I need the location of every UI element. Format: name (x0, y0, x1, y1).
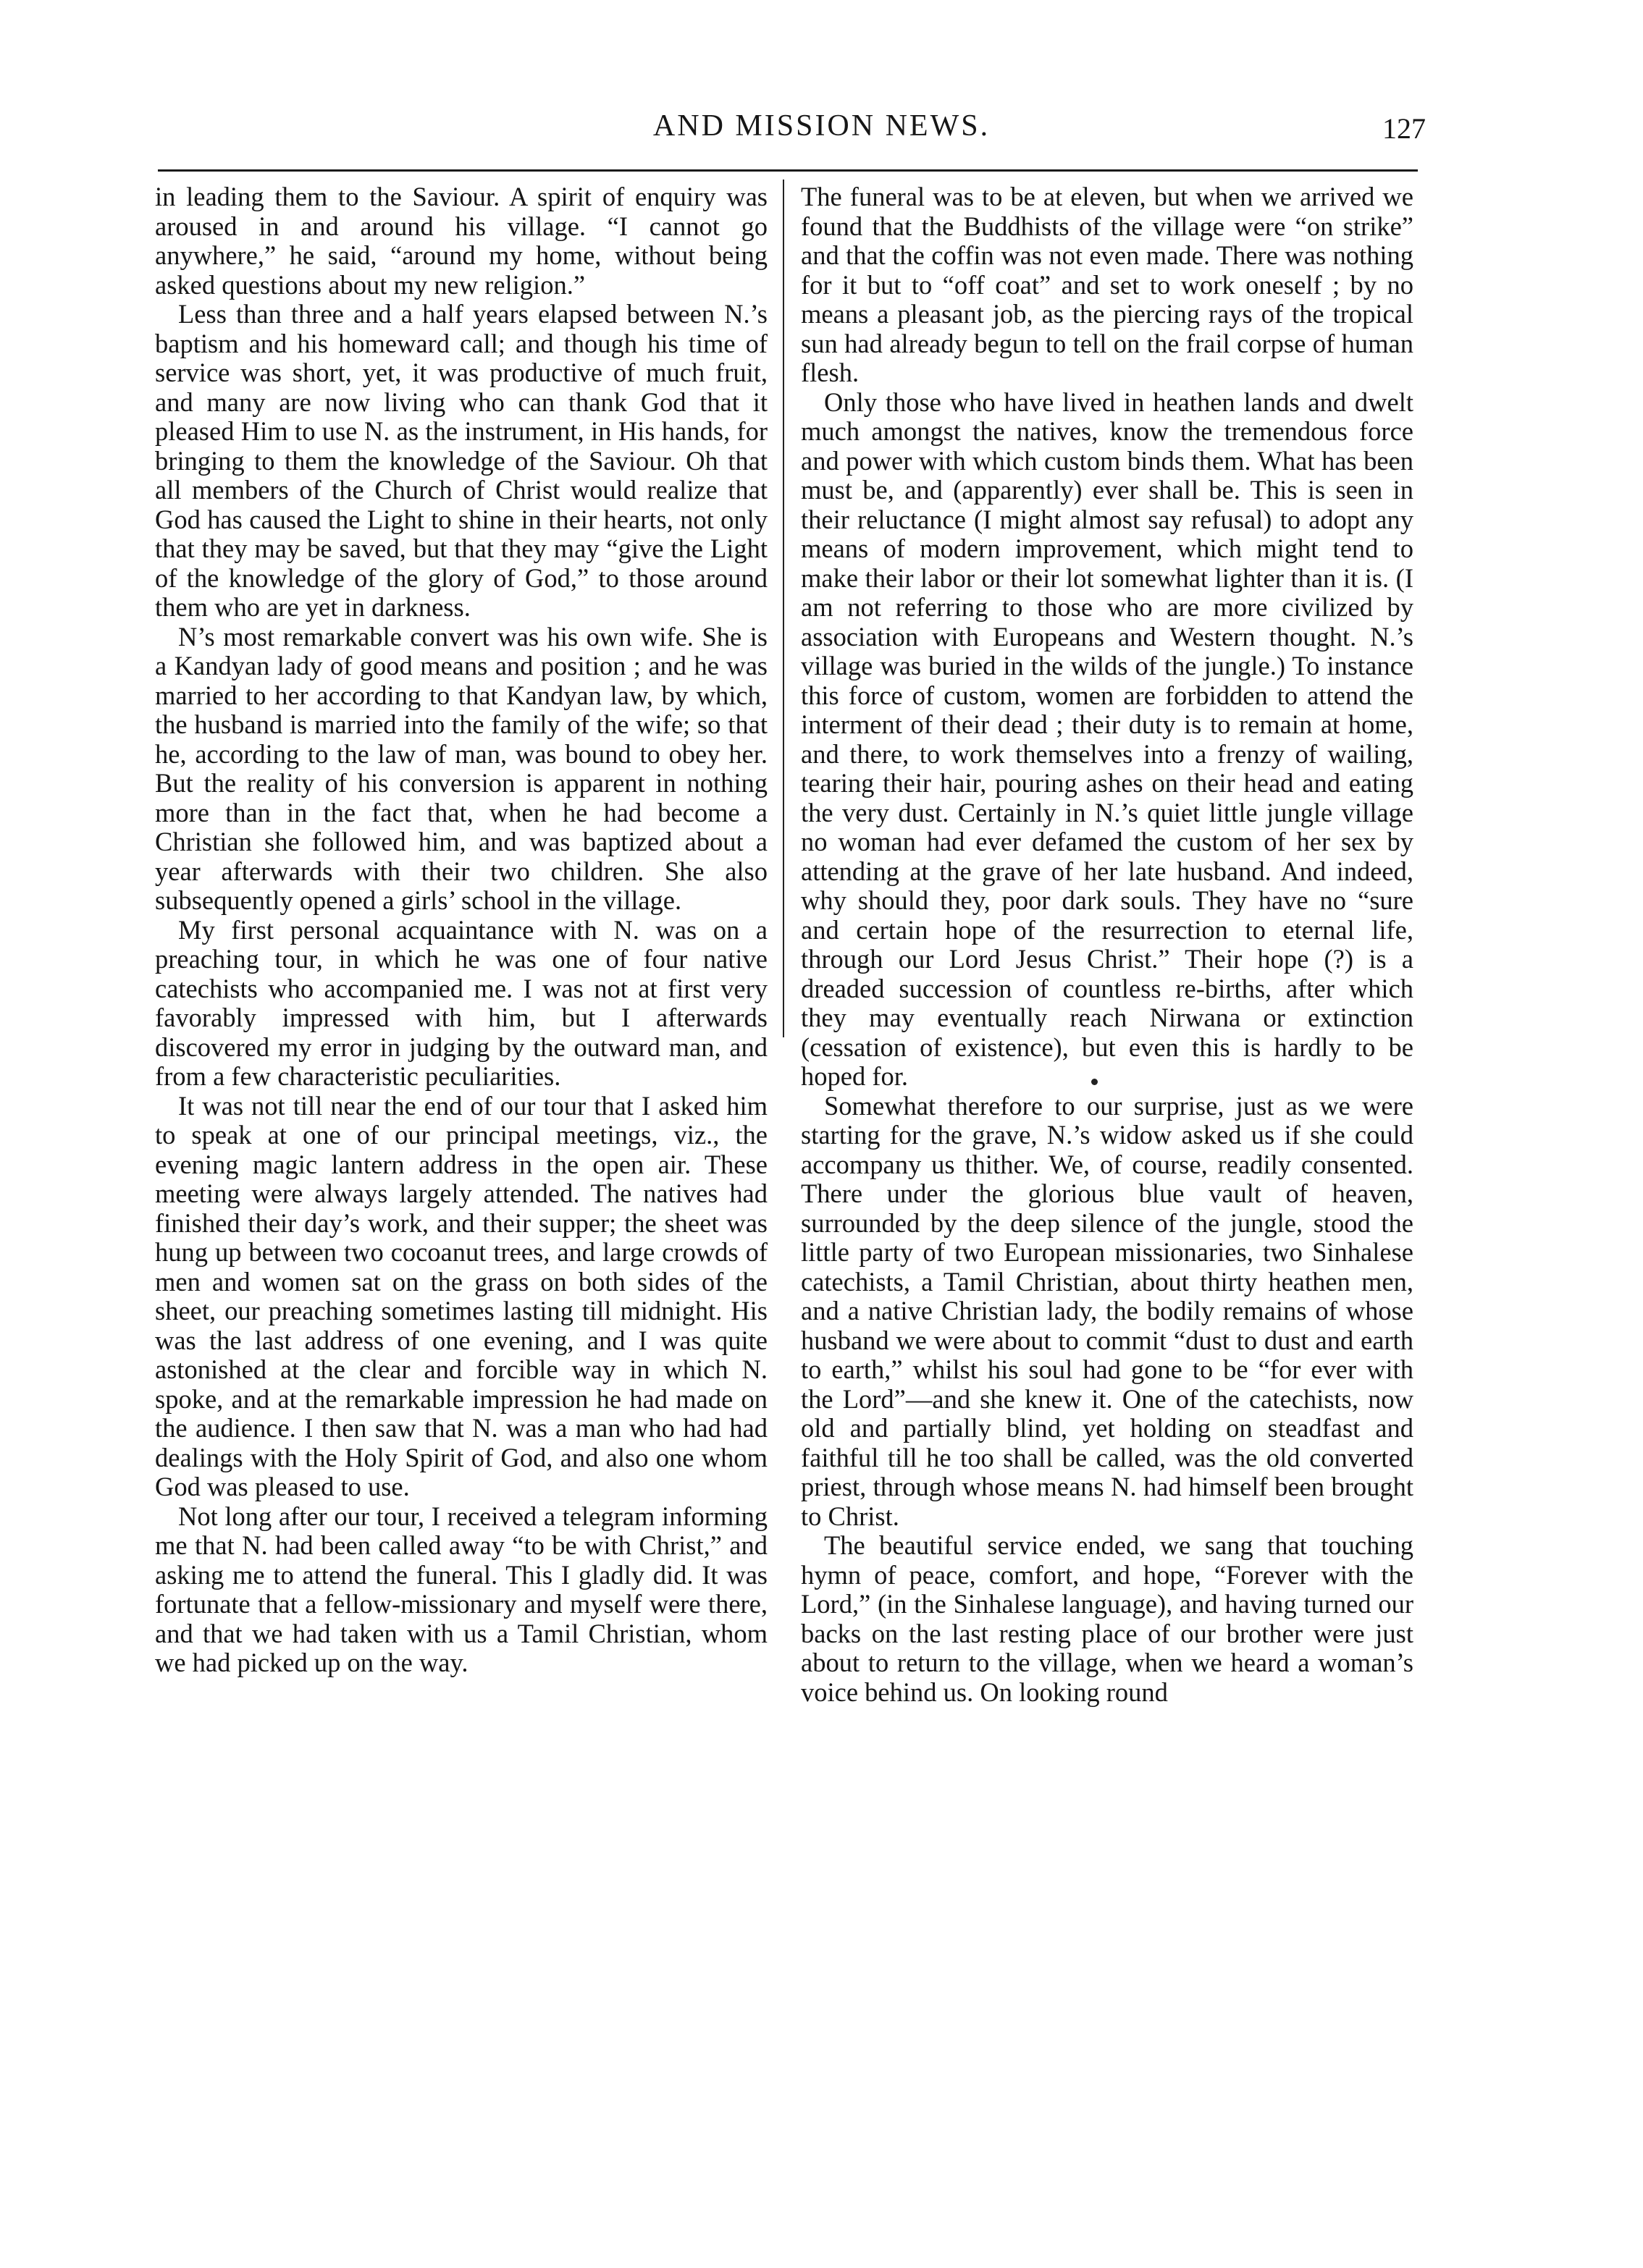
paragraph: Only those who have lived in heathen lands and dwelt much amongst the natives, know the tremendous force and power with which custom binds them. What has been must be, and (apparently) ever shall be. This is seen in their reluctance (I might almost say refusal) to adopt any means of modern improvement, which might tend to make their labor or their lot somewhat lighter than it is. (I am not referring to those who are more civilized by association with Europeans and Western thought. N.’s village was buried in the wilds of the jungle.) To instance this force of custom, women are forbidden to attend the interment of their dead ; their duty is to remain at home, and there, to work themselves into a frenzy of wailing, tearing their hair, pouring ashes on their head and eating the very dust. Certainly in N.’s quiet little jungle village no woman had ever defamed the custom of her sex by attending at the grave of her late husband. And indeed, why should they, poor dark souls. They have no “sure and certain hope of the resurrection to eternal life, through our Lord Jesus Christ.” Their hope (?) is a dreaded succession of countless re-births, after which they may eventually reach Nirwana or extinction (cessation of existence), but even this is hardly to be hoped for. (801, 387, 1413, 1091)
paragraph: Somewhat therefore to our surprise, just as we were starting for the grave, N.’s widow asked us if she could accompany us thither. We, of course, readily consented. There under the glorious blue vault of heaven, surrounded by the deep silence of the jungle, stood the little party of two European missionaries, two Sinhalese catechists, a Tamil Christian, about thirty heathen men, and a native Christian lady, the bodily remains of whose husband we were about to commit “dust to dust and earth to earth,” whilst his soul had gone to be “for ever with the Lord”—and she knew it. One of the catechists, now old and partially blind, yet holding on steadfast and faithful till he too shall be called, was the old converted priest, through whose means N. had himself been brought to Christ. (801, 1090, 1413, 1531)
paragraph: The beautiful service ended, we sang that touching hymn of peace, comfort, and hope, “Forever with the Lord,” (in the Sinhalese language), and having turned our backs on the last resting place of our brother were just about to return to the village, when we heard a woman’s voice behind us. On looking round (801, 1530, 1413, 1707)
stray-mark (1091, 1079, 1098, 1085)
paragraph: in leading them to the Saviour. A spirit of enquiry was aroused in and around his village. “I cannot go anywhere,” he said, “around my home, without being asked questions about my new religion.” (155, 182, 768, 300)
page-header (0, 109, 1643, 159)
page-number: 127 (1382, 112, 1426, 145)
paragraph: It was not till near the end of our tour that I asked him to speak at one of our principal meetings, viz., the evening magic lantern address in the open air. These meeting were always largely attended. The natives had finished their day’s work, and their supper; the sheet was hung up between two cocoanut trees, and large crowds of men and women sat on the grass on both sides of the sheet, our preaching sometimes lasting till midnight. His was the last address of one evening, and I was quite astonished at the clear and forcible way in which N. spoke, and at the remarkable impression he had made on the audience. I then saw that N. was a man who had had dealings with the Holy Spirit of God, and also one whom God was pleased to use. (155, 1090, 768, 1501)
paragraph: Not long after our tour, I received a telegram informing me that N. had been called away “to be with Christ,” and asking me to attend the funeral. This I gladly did. It was fortunate that a fellow-missionary and myself were there, and that we had taken with us a Tamil Christian, whom we had picked up on the way. (155, 1501, 768, 1677)
paragraph: N’s most remarkable convert was his own wife. She is a Kandyan lady of good means and position ; and he was married to her according to that Kandyan law, by which, the husband is married into the family of the wife; so that he, according to the law of man, was bound to obey her. But the reality of his conversion is apparent in nothing more than in the fact that, when he had become a Christian she followed him, and was baptized about a year afterwards with their two children. She also subsequently opened a girls’ school in the village. (155, 621, 768, 915)
paragraph: The funeral was to be at eleven, but when we arrived we found that the Buddhists of the village were “on strike” and that the coffin was not even made. There was nothing for it but to “off coat” and set to work oneself ; by no means a pleasant job, as the piercing rays of the tropical sun had already begun to tell on the frail corpse of human flesh. (801, 182, 1413, 387)
paragraph: Less than three and a half years elapsed between N.’s baptism and his homeward call; and though his time of service was short, yet, it was productive of much fruit, and many are now living who can thank God that it pleased Him to use N. as the instrument, in His hands, for bringing to them the knowledge of the Saviour. Oh that all members of the Church of Christ would realize that God has caused the Light to shine in their hearts, not only that they may be saved, but that they may “give the Light of the knowledge of the glory of God,” to those around them who are yet in darkness. (155, 299, 768, 622)
right-column (801, 182, 1413, 1707)
left-column (155, 182, 768, 1678)
paragraph: My first personal acquaintance with N. was on a preaching tour, in which he was one of four native catechists who accompanied me. I was not at first very favorably impressed with him, but I afterwards discovered my error in judging by the outward man, and from a few characteristic peculiarities. (155, 914, 768, 1091)
header-rule (158, 169, 1418, 172)
column-divider (783, 180, 784, 1037)
running-head: AND MISSION NEWS. (652, 109, 991, 143)
